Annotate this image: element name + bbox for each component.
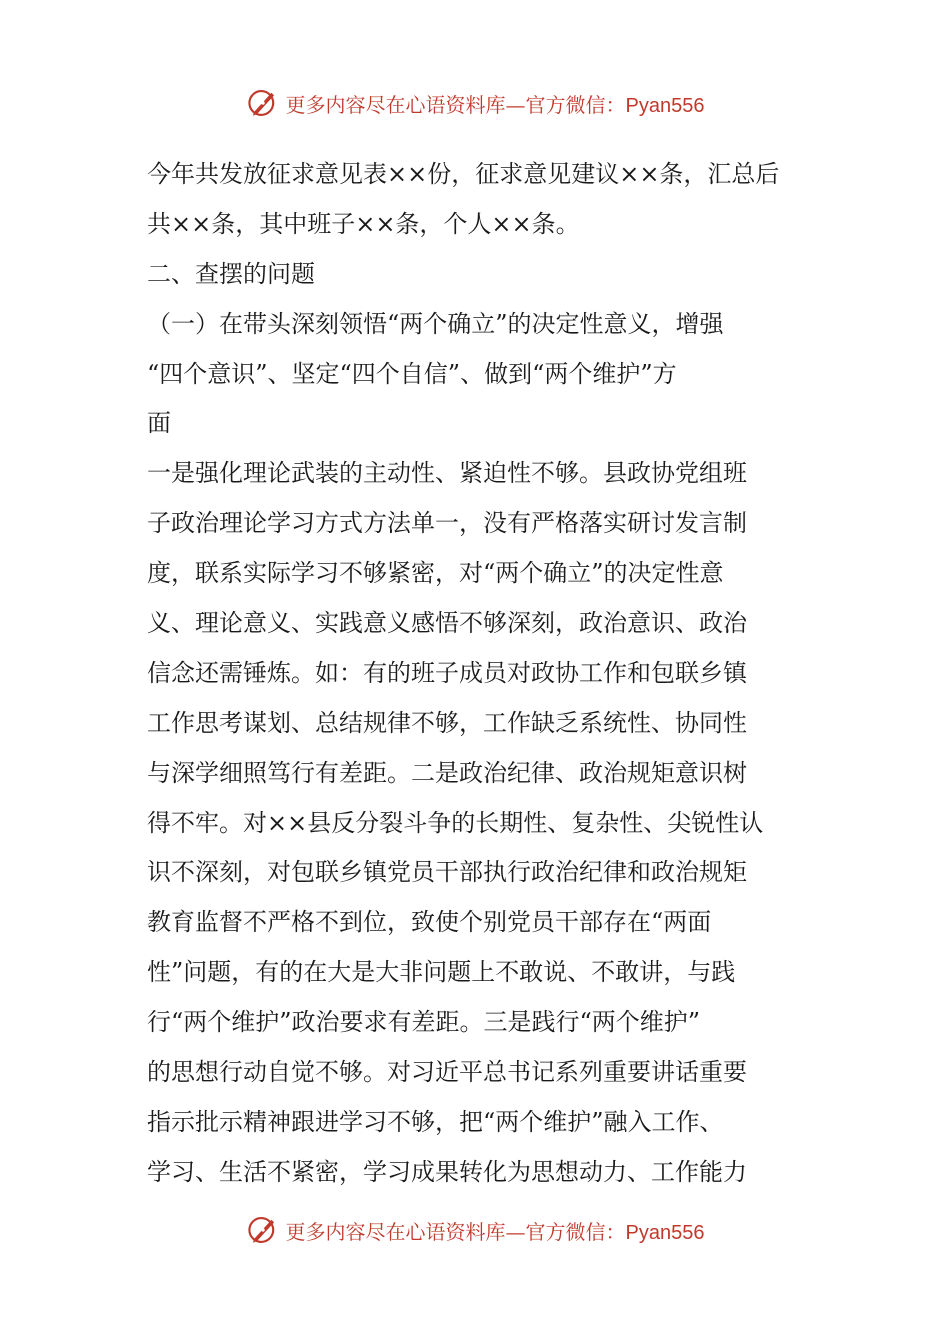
banner-text [286, 1216, 705, 1245]
text-line: 工作思考谋划、总结规律不够，工作缺乏系统性、协同性 [147, 708, 747, 737]
text-line: 的思想行动自觉不够。对习近平总书记系列重要讲话重要 [147, 1058, 747, 1087]
text-line: 一是强化理论武装的主动性、紧迫性不够。县政协党组班 [147, 459, 747, 488]
text-line: 教育监督不严格不到位，致使个别党员干部存在“两面 [147, 908, 712, 937]
banner-separator: — [505, 92, 526, 117]
banner-brand: 更多内容尽在心语资料库 [285, 92, 506, 117]
header-banner [0, 83, 950, 123]
banner-wechat-label: 官方微信： [525, 92, 626, 117]
text-line: 今年共发放征求意见表××份，征求意见建议××条，汇总后 [147, 160, 780, 188]
document-body [147, 150, 807, 1198]
banner-text [286, 89, 705, 118]
text-line: 信念还需锤炼。如：有的班子成员对政协工作和包联乡镇 [147, 658, 747, 687]
text-line: 义、理论意义、实践意义感悟不够深刻，政治意识、政治 [147, 609, 747, 638]
text-line: 与深学细照笃行有差距。二是政治纪律、政治规矩意识树 [147, 758, 747, 787]
text-line: 识不深刻，对包联乡镇党员干部执行政治纪律和政治规矩 [147, 858, 747, 887]
text-line: 子政治理论学习方式方法单一，没有严格落实研讨发言制 [147, 509, 747, 538]
pen-nib-circle-icon [246, 1213, 280, 1247]
text-line: 指示批示精神跟进学习不够，把“两个维护”融入工作、 [147, 1107, 724, 1136]
text-line: “四个意识”、坚定“四个自信”、做到“两个维护”方 [147, 359, 677, 388]
banner-brand: 更多内容尽在心语资料库 [285, 1219, 506, 1244]
text-line: 行“两个维护”政治要求有差距。三是践行“两个维护” [147, 1008, 701, 1037]
banner-wechat-id: Pyan556 [625, 94, 705, 117]
text-line: 共××条，其中班子××条，个人××条。 [147, 209, 580, 238]
pen-nib-circle-icon [246, 86, 280, 120]
banner-separator: — [505, 1219, 526, 1244]
footer-banner [0, 1210, 950, 1250]
banner-wechat-id: Pyan556 [625, 1221, 705, 1244]
text-line: 度，联系实际学习不够紧密，对“两个确立”的决定性意 [147, 559, 724, 588]
text-line: 学习、生活不紧密，学习成果转化为思想动力、工作能力 [147, 1157, 747, 1186]
text-line: 性”问题，有的在大是大非问题上不敢说、不敢讲，与践 [147, 958, 736, 987]
text-line: 二、查摆的问题 [147, 259, 315, 288]
text-line: （一）在带头深刻领悟“两个确立”的决定性意义，增强 [147, 309, 724, 338]
banner-wechat-label: 官方微信： [525, 1219, 626, 1244]
text-line: 面 [147, 409, 171, 438]
text-line: 得不牢。对××县反分裂斗争的长期性、复杂性、尖锐性认 [147, 808, 764, 837]
